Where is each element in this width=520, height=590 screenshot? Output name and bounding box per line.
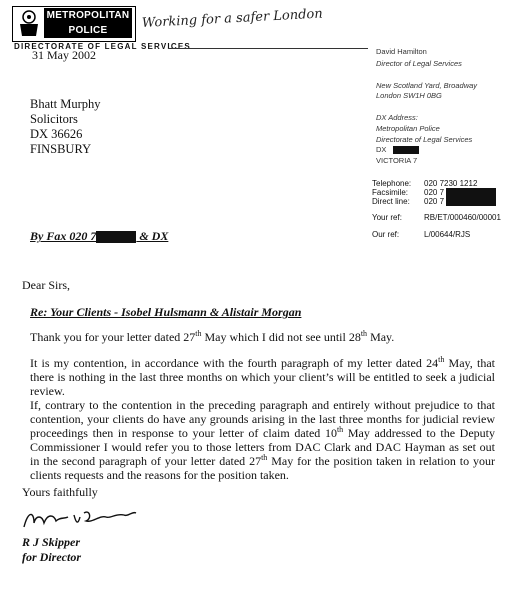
p1-text-c: May. [367,330,395,344]
dx-org-1: Metropolitan Police [376,124,440,133]
header-rule [168,48,368,49]
direct-line-value [424,197,496,206]
sender-address-2: London SW1H 0BG [376,91,442,100]
p2-sup-1: th [438,355,445,364]
telephone-value: 020 7230 1212 [424,179,478,188]
salutation: Dear Sirs, [22,278,70,292]
p3-text-a: If, contrary to the contention in the preceding paragraph and entirely without prejudice to that contention, your clients do have any grounds arising in the last three months for judicial review proceedings then in response to your letter of claim dated 10 [30,398,495,440]
sender-address-1: New Scotland Yard, Broadway [376,81,478,90]
directorate-label: DIRECTORATE OF LEGAL SERVICES [14,42,191,51]
sender-title: Director of Legal Services [376,59,462,68]
fax-line [30,229,168,244]
p2-text-b: May, that there is nothing in the last three months on which your client’s will be entitled to seek a judicial review. [30,356,495,398]
p3-sup-2: th [261,453,268,462]
our-ref-value: L/00644/RJS [424,230,471,239]
signatory-role: for Director [22,550,81,564]
dx-label: DX [376,145,387,154]
telephone-label: Telephone: [372,179,412,188]
police-crest-icon [16,8,42,38]
dx-number [376,145,419,154]
direct-line-label: Direct line: [372,197,410,206]
p1-text-b: May which I did not see until 28 [201,330,361,344]
p3-sup-1: th [336,425,344,434]
handwritten-signature [20,505,140,533]
p3-text-c: May for the position taken in relation to your clients requests and the reasons for the position taken. [30,454,495,482]
recipient-line-1: Bhatt Murphy [30,97,101,111]
dx-place: VICTORIA 7 [376,156,418,165]
slogan: Working for a safer London [141,6,324,31]
your-ref-label: Your ref: [372,213,402,222]
dx-org-2: Directorate of Legal Services [376,135,473,144]
direct-line-value-text: 020 7 [424,197,445,206]
dx-heading: DX Address: [376,113,418,122]
redaction-block [446,197,496,206]
p2-text-a: It is my contention, in accordance with the fourth paragraph of my letter dated 24 [30,356,439,370]
our-ref-label: Our ref: [372,230,400,239]
fax-line-suffix: & DX [136,229,169,243]
p1-sup-2: th [360,329,368,338]
logo-wordmark [44,8,132,38]
recipient-line-4: FINSBURY [30,142,92,156]
fax-value-text: 020 7 [424,188,445,197]
fax-value [424,188,496,197]
p1-text-a: Thank you for your letter dated 27 [30,330,196,344]
paragraph-1 [30,330,495,344]
fax-line-prefix: By Fax 020 7 [30,229,97,243]
paragraph-2 [30,356,495,398]
sender-name: David Hamilton [376,47,427,56]
fax-label: Facsimile: [372,188,409,197]
logo-line-1: METROPOLITAN [46,10,130,21]
logo-line-2: POLICE [68,25,108,36]
subject-line: Re: Your Clients - Isobel Hulsmann & Alistair Morgan [30,305,302,319]
closing: Yours faithfully [22,485,98,499]
paragraph-3 [30,398,495,482]
signatory-name: R J Skipper [22,535,81,549]
recipient-line-2: Solicitors [30,112,78,126]
redaction-block [96,231,136,243]
letter-date: 31 May 2002 [32,48,96,62]
recipient-line-3: DX 36626 [30,127,83,141]
redaction-block [393,146,419,154]
p1-sup-1: th [195,329,202,338]
p3-text-b: May addressed to the Deputy Commissioner I would refer you to those letters from DAC Clark and DAC Hayman as set out in the second paragraph of your letter dated 27 [30,426,496,468]
your-ref-value: RB/ET/000460/00001 [424,213,501,222]
